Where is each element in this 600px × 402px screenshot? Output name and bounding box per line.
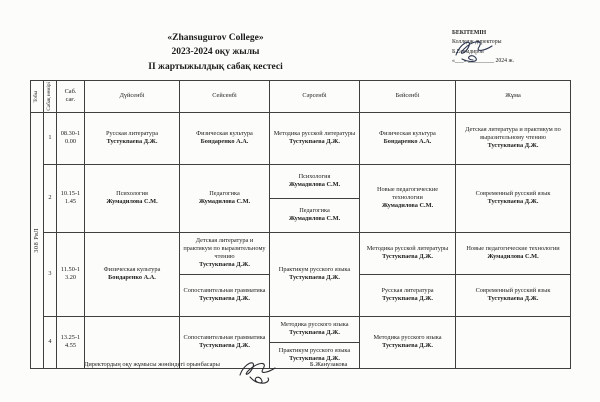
document-title: [68, 31, 363, 74]
lesson-number: 2: [44, 164, 57, 232]
cell-mon-2: Психология Жумадилова С.М.: [85, 164, 180, 232]
header-row: [31, 81, 571, 113]
approval-position: Колледж директоры: [452, 39, 502, 46]
approval-director-name: Б.Есемдиров: [452, 48, 484, 55]
lesson-number: 1: [44, 112, 57, 164]
cell-wed-2-top: Психология Жумадилова С.М.: [270, 164, 360, 198]
col-header-hours: Саб. сағ.: [57, 81, 85, 113]
col-header-lesson-no: Сабақ нөмірі: [44, 81, 57, 113]
col-header-friday: Жұма: [456, 81, 571, 113]
cell-wed-3: Практикум русского языка Тустукпаева Д.Ж.: [270, 232, 360, 316]
cell-tue-4: Сопоставительная грамматика Тустукпаева Д.Ж.: [180, 316, 270, 368]
cell-thu-3-bottom: Русская литература Тустукпаева Д.Ж.: [360, 274, 456, 316]
schedule-title: II жартыжылдық сабақ кестесі: [148, 61, 283, 72]
cell-thu-1: Физическая культура Бондаренко А.А.: [360, 112, 456, 164]
lesson-time: 13.25-14.55: [57, 316, 85, 368]
cell-fri-1: Детская литература и практикум по выразительному чтению Тустукпаева Д.Ж.: [456, 112, 571, 164]
approval-date-line: «___» _________ 2024 ж.: [452, 57, 514, 64]
lesson-number: 3: [44, 232, 57, 316]
group-cell: 308 РяЛ: [31, 112, 44, 368]
cell-wed-1: Методика русской литературы Тустукпаева Д.Ж.: [270, 112, 360, 164]
lesson-time: 08.30-10.00: [57, 112, 85, 164]
cell-tue-3-top: Детская литература и практикум по выразительному чтению Тустукпаева Д.Ж.: [180, 232, 270, 274]
col-header-monday: Дүйсенбі: [85, 81, 180, 113]
deputy-director-label: Директордың оқу жұмысы жөніндегі орынбасары: [84, 361, 220, 368]
college-name: «Zhansugurov College»: [167, 33, 264, 43]
cell-tue-1: Физическая культура Бондаренко А.А.: [180, 112, 270, 164]
cell-tue-3-bottom: Сопоставительная грамматика Тустукпаева Д.Ж.: [180, 274, 270, 316]
academic-year: 2023-2024 оқу жылы: [171, 47, 260, 58]
schedule-row-2a: [31, 164, 571, 198]
deputy-signature-scrawl: [232, 357, 284, 389]
cell-fri-3-bottom: Современный русский язык Тустукпаева Д.Ж.: [456, 274, 571, 316]
col-header-group: Тобы: [31, 81, 44, 113]
cell-fri-3-top: Новые педагогические технологии Жумадилова С.М.: [456, 232, 571, 274]
lesson-time: 10.15-11.45: [57, 164, 85, 232]
cell-thu-2: Новые педагогические технологии Жумадилова С.М.: [360, 164, 456, 232]
schedule-row-4a: [31, 316, 571, 342]
footer-signature-line: [84, 361, 544, 389]
cell-mon-1: Русская литература Тустукпаева Д.Ж.: [85, 112, 180, 164]
approval-block: [452, 29, 572, 66]
deputy-director-name: Б.Жанузакова: [309, 361, 348, 368]
col-header-tuesday: Сейсенбі: [180, 81, 270, 113]
cell-thu-3-top: Методика русской литературы Тустукпаева Д.Ж.: [360, 232, 456, 274]
approval-word: БЕКІТЕМІН: [452, 30, 487, 36]
col-header-thursday: Бейсенбі: [360, 81, 456, 113]
col-header-wednesday: Сәрсенбі: [270, 81, 360, 113]
cell-wed-4-bottom: Практикум русского языка Тустукпаева Д.Ж.: [270, 342, 360, 368]
schedule-table: [30, 80, 571, 369]
cell-wed-2-bottom: Педагогика Жумадилова С.М.: [270, 198, 360, 232]
cell-thu-4: Методика русского языка Тустукпаева Д.Ж.: [360, 316, 456, 368]
cell-mon-3: Физическая культура Бондаренко А.А.: [85, 232, 180, 316]
lesson-number: 4: [44, 316, 57, 368]
lesson-time: 11.50-13.20: [57, 232, 85, 316]
schedule-row-3a: [31, 232, 571, 274]
cell-fri-2: Современный русский язык Тустукпаева Д.Ж.: [456, 164, 571, 232]
cell-wed-4-top: Методика русского языка Тустукпаева Д.Ж.: [270, 316, 360, 342]
cell-tue-2: Педагогика Жумадилова С.М.: [180, 164, 270, 232]
schedule-row-1: [31, 112, 571, 164]
